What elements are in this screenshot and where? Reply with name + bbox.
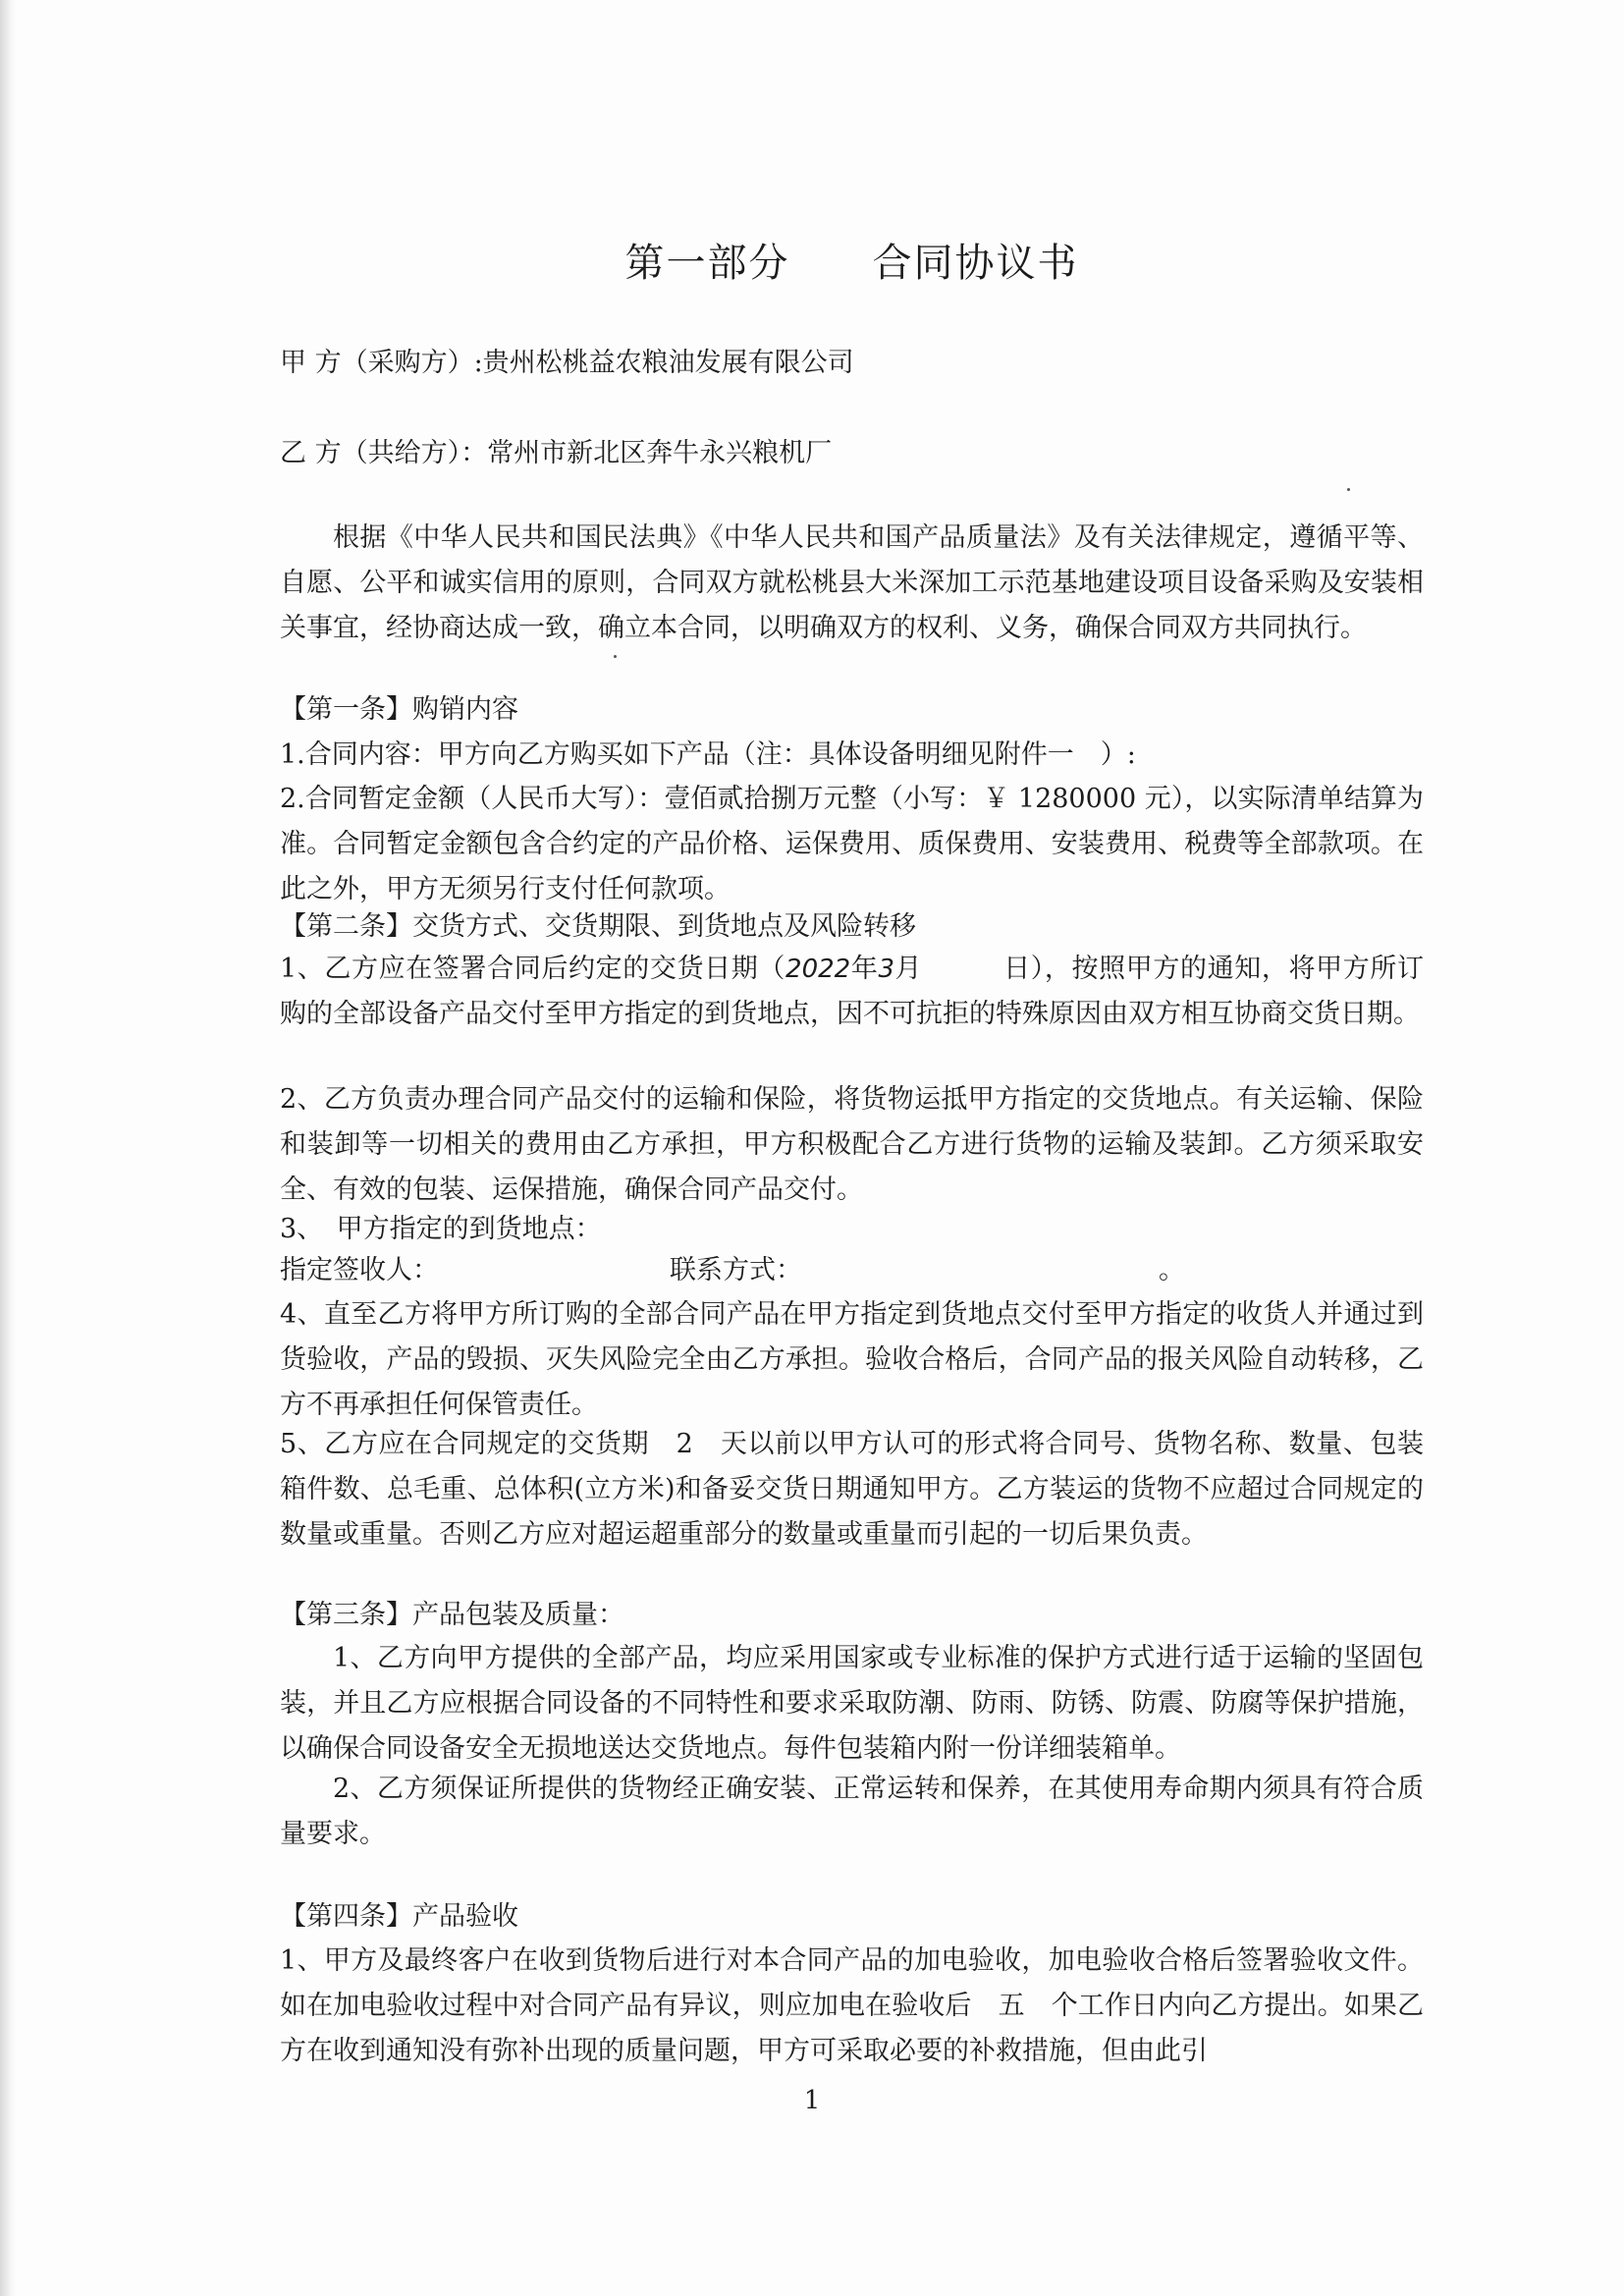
scan-speck [1347, 488, 1350, 491]
article-2-heading: 【第二条】交货方式、交货期限、到货地点及风险转移 [280, 911, 916, 942]
article-1-heading: 【第一条】购销内容 [280, 694, 518, 725]
item-1-prefix: 1、乙方应在签署合同后约定的交货日期（ [280, 954, 786, 984]
article-2-item-1 [280, 947, 1424, 1037]
party-a: 甲 方（采购方）:贵州松桃益农粮油发展有限公司 [280, 348, 854, 378]
document-title: 第一部分 合同协议书 [624, 241, 1079, 286]
contact-label: 联系方式： [670, 1255, 802, 1285]
article-3-item-1: 1、乙方向甲方提供的全部产品，均应采用国家或专业标准的保护方式进行适于运输的坚固包装，并且乙方应根据合同设备的不同特性和要求采取防潮、防雨、防锈、防震、防腐等保护措施，以确保合同设备安全无损地送达交货地点。每件包装箱内附一份详细装箱单。 [280, 1643, 1424, 1764]
article-2-item-3: 3、 甲方指定的到货地点： [280, 1214, 602, 1244]
handwritten-year: 2022 [785, 955, 851, 984]
article-2-item-2: 2、乙方负责办理合同产品交付的运输和保险，将货物运抵甲方指定的交货地点。有关运输、保险和装卸等一切相关的费用由乙方承担，甲方积极配合乙方进行货物的运输及装卸。乙方须采取安全、有效的包装、运保措施，确保合同产品交付。 [280, 1084, 1424, 1205]
handwritten-month: 3 [878, 955, 895, 984]
article-1-item-1: 1.合同内容：甲方向乙方购买如下产品（注：具体设备明细见附件一 ）: [280, 739, 1136, 770]
signee-label: 指定签收人： [280, 1255, 439, 1285]
contact-end: 。 [1159, 1255, 1185, 1285]
scan-speck [614, 655, 617, 658]
party-b: 乙 方（共给方）：常州市新北区奔牛永兴粮机厂 [280, 438, 833, 468]
article-4-item-1: 1、甲方及最终客户在收到货物后进行对本合同产品的加电验收，加电验收合格后签署验收文件。如在加电验收过程中对合同产品有异议，则应加电在验收后 五 个工作日内向乙方提出。如果乙方在收到通知没有弥补出现的质量问题，甲方可采取必要的补救措施，但由此引 [280, 1945, 1424, 2066]
intro-paragraph: 根据《中华人民共和国民法典》《中华人民共和国产品质量法》及有关法律规定，遵循平等、自愿、公平和诚实信用的原则，合同双方就松桃县大米深加工示范基地建设项目设备采购及安装相关事宜，经协商达成一致，确立本合同，以明确双方的权利、义务，确保合同双方共同执行。 [280, 522, 1424, 643]
item-1-rest: 月 日），按照甲方的通知，将甲方所订购的全部设备产品交付至甲方指定的到货地点，因不可抗拒的特殊原因由双方相互协商交货日期。 [280, 954, 1424, 1029]
article-3-item-2: 2、乙方须保证所提供的货物经正确安装、正常运转和保养，在其使用寿命期内须具有符合质量要求。 [280, 1774, 1424, 1849]
article-2-item-4: 4、直至乙方将甲方所订购的全部合同产品在甲方指定到货地点交付至甲方指定的收货人并通过到货验收，产品的毁损、灭失风险完全由乙方承担。验收合格后，合同产品的报关风险自动转移，乙方不再承担任何保管责任。 [280, 1299, 1424, 1420]
scan-shadow-edge [0, 0, 16, 2296]
delivery-contact-row [280, 1249, 1424, 1292]
page-number: 1 [803, 2086, 821, 2115]
article-1-item-2: 2.合同暂定金额（人民币大写）：壹佰贰拾捌万元整（小写：￥ 1280000 元），以实际清单结算为准。合同暂定金额包含合约定的产品价格、运保费用、质保费用、安装费用、税费等全部款项。在此之外，甲方无须另行支付任何款项。 [280, 784, 1424, 904]
article-2-item-5: 5、乙方应在合同规定的交货期 2 天以前以甲方认可的形式将合同号、货物名称、数量、包装箱件数、总毛重、总体积(立方米)和备妥交货日期通知甲方。乙方装运的货物不应超过合同规定的数量或重量。否则乙方应对超运超重部分的数量或重量而引起的一切后果负责。 [280, 1429, 1424, 1550]
article-3-heading: 【第三条】产品包装及质量： [280, 1600, 624, 1630]
year-label: 年 [850, 954, 879, 984]
article-4-heading: 【第四条】产品验收 [280, 1901, 518, 1932]
